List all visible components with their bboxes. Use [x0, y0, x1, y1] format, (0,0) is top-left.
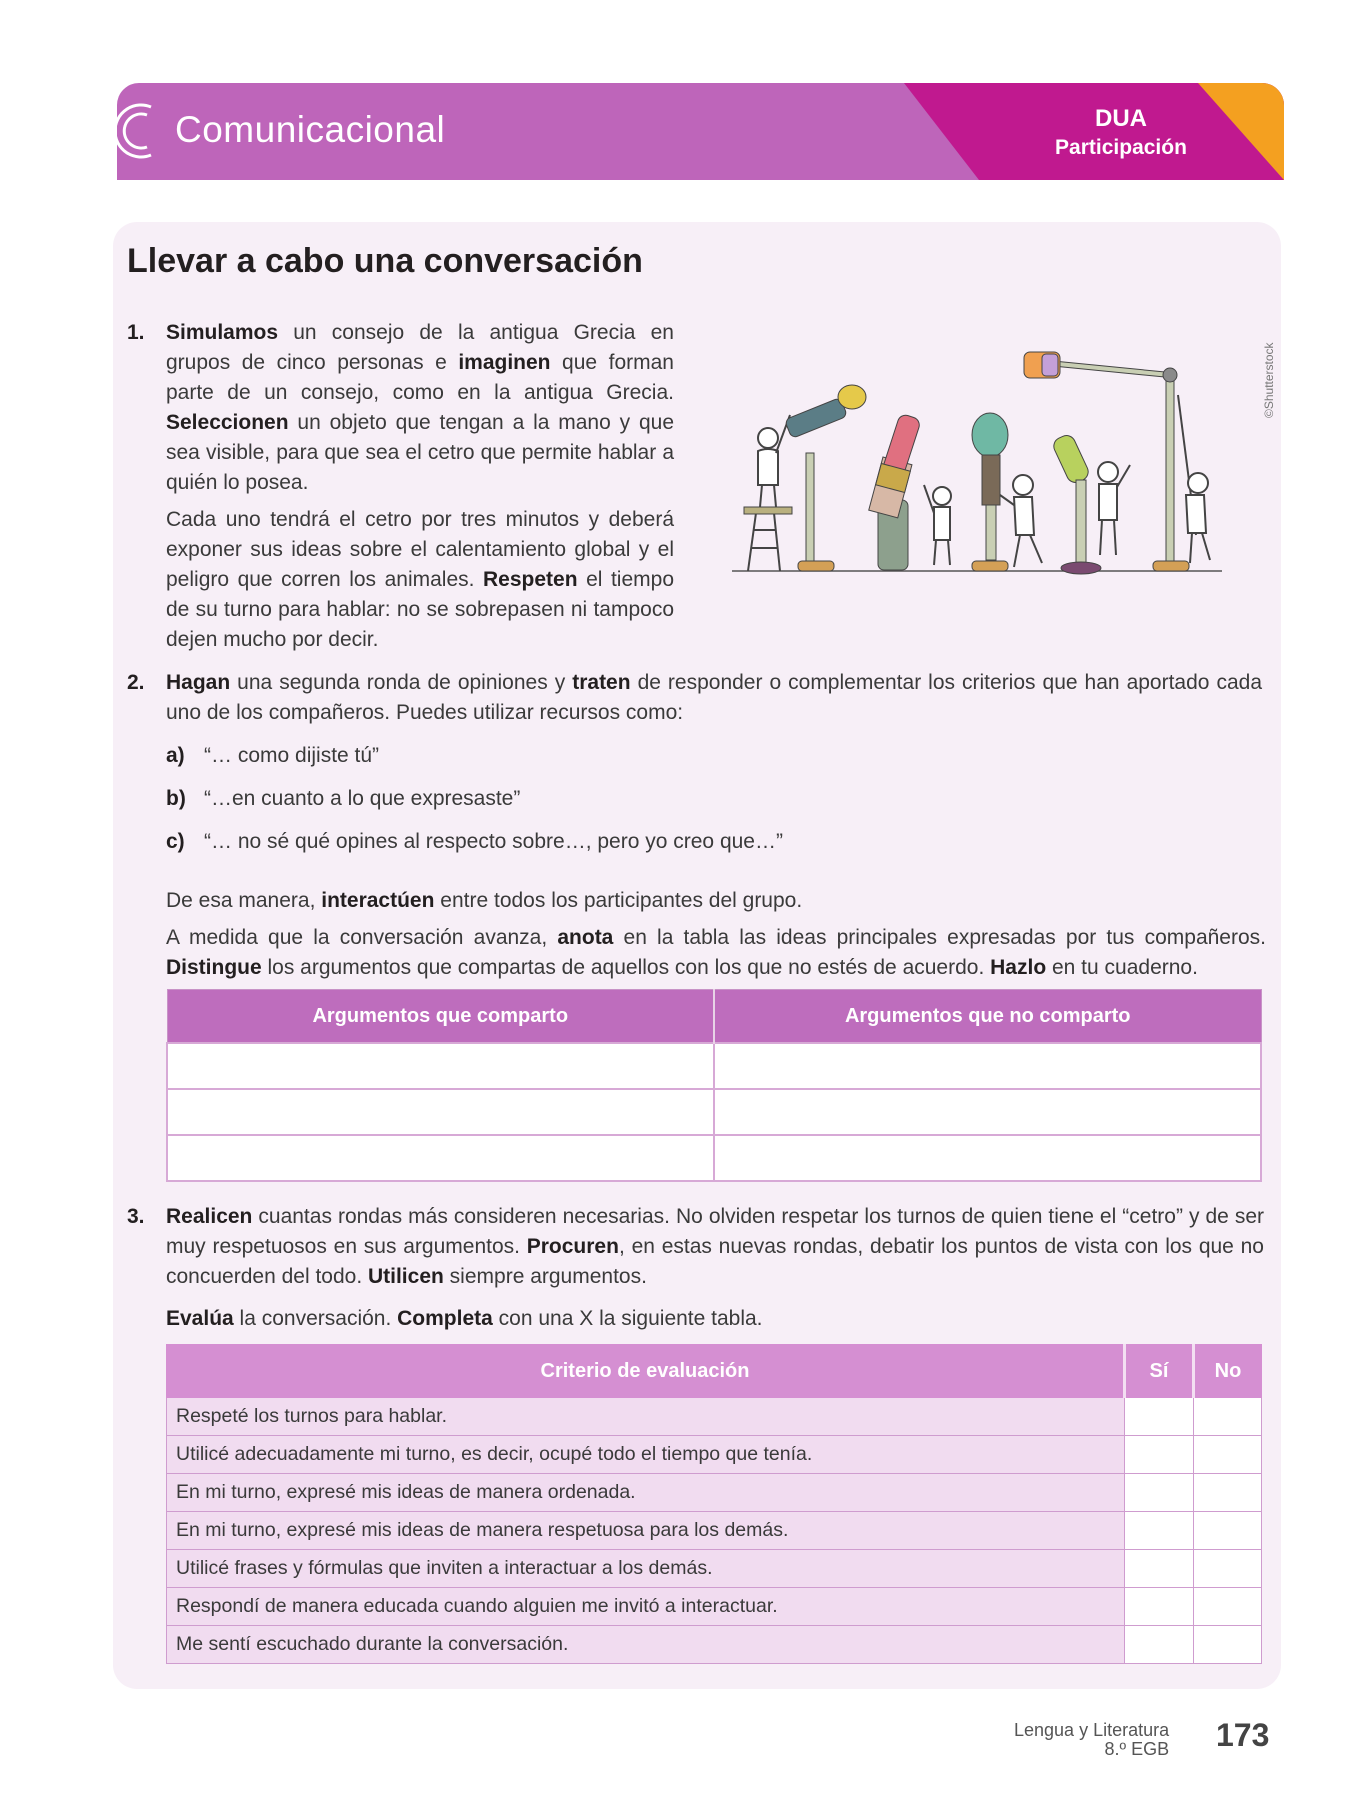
footer-grade: 8.º EGB [1104, 1739, 1170, 1759]
table-row [167, 1043, 1261, 1089]
person-figure-icon [758, 415, 790, 507]
dua-title: DUA [1095, 105, 1147, 132]
criterion-text: Utilicé adecuadamente mi turno, es decir, ocupé todo el tiempo que tenía. [167, 1436, 1125, 1474]
no-checkbox[interactable] [1194, 1626, 1262, 1664]
table-header-not-shared: Argumentos que no comparto [714, 990, 1261, 1044]
page-number: 173 [1216, 1717, 1270, 1753]
microphone-icon [972, 413, 1008, 571]
dua-subtitle: Participación [1055, 136, 1187, 159]
evaluation-table [166, 1344, 1262, 1664]
dua-badge [884, 83, 1284, 180]
item-3-paragraph-1: Realicen cuantas rondas más consideren necesarias. No olviden respetar los turnos de quien tiene el “cetro” y de ser muy respetuosos en sus argumentos. Procuren, en estas nuevas rondas, debatir los puntos de vista con los que no concuerden del todo. Utilicen siempre argumentos. [166, 1205, 1264, 1288]
table-row [167, 1512, 1262, 1550]
person-figure-icon [1178, 395, 1210, 563]
yes-checkbox[interactable] [1125, 1398, 1194, 1436]
table-row [167, 1089, 1261, 1135]
item-2-paragraph-3: A medida que la conversación avanza, anota en la tabla las ideas principales expresadas por tus compañeros. Distingue los argumentos que compartas de aquellos con los que no estés de acuerdo. Hazlo en tu cuaderno. [166, 926, 1266, 979]
no-checkbox[interactable] [1194, 1588, 1262, 1626]
person-figure-icon [1000, 475, 1042, 567]
person-figure-icon [924, 485, 951, 565]
no-checkbox[interactable] [1194, 1512, 1262, 1550]
option-a-letter: a) [166, 744, 185, 767]
table-cell[interactable] [714, 1089, 1261, 1135]
option-b-text: “…en cuanto a lo que expresaste” [204, 787, 521, 810]
criterion-text: Respeté los turnos para hablar. [167, 1398, 1125, 1436]
yes-checkbox[interactable] [1125, 1512, 1194, 1550]
item-3-paragraph-2: Evalúa la conversación. Completa con una X la siguiente tabla. [166, 1307, 763, 1330]
yes-checkbox[interactable] [1125, 1626, 1194, 1664]
footer-subject-name: Lengua y Literatura [1014, 1720, 1170, 1740]
table-row [167, 1626, 1262, 1664]
item-2-paragraph-2: De esa manera, interactúen entre todos los participantes del grupo. [166, 889, 803, 912]
table-row [167, 1474, 1262, 1512]
table-cell[interactable] [167, 1043, 714, 1089]
microphones-illustration [728, 335, 1226, 580]
yes-checkbox[interactable] [1125, 1436, 1194, 1474]
item-1-number: 1. [127, 321, 145, 344]
table-header-no: No [1194, 1345, 1262, 1398]
section-header [117, 83, 1284, 180]
table-row [167, 1135, 1261, 1181]
criterion-text: En mi turno, expresé mis ideas de manera ordenada. [167, 1474, 1125, 1512]
microphone-icon [869, 413, 922, 570]
item-2-number: 2. [127, 671, 145, 694]
microphone-icon [1051, 433, 1101, 574]
table-cell[interactable] [714, 1043, 1261, 1089]
criterion-text: Respondí de manera educada cuando alguien me invitó a interactuar. [167, 1588, 1125, 1626]
comunicacional-logo-icon [117, 97, 157, 165]
page-title: Llevar a cabo una conversación [127, 242, 643, 280]
no-checkbox[interactable] [1194, 1474, 1262, 1512]
table-cell[interactable] [167, 1135, 714, 1181]
table-header-criteria: Criterio de evaluación [167, 1345, 1125, 1398]
table-row [167, 1550, 1262, 1588]
table-header-shared: Argumentos que comparto [167, 990, 714, 1044]
table-row [167, 1398, 1262, 1436]
table-header-yes: Sí [1125, 1345, 1194, 1398]
table-row [167, 1436, 1262, 1474]
yes-checkbox[interactable] [1125, 1588, 1194, 1626]
option-a-text: “… como dijiste tú” [204, 744, 380, 767]
image-credit: ©Shutterstock [1262, 342, 1276, 418]
criterion-text: Me sentí escuchado durante la conversación. [167, 1626, 1125, 1664]
no-checkbox[interactable] [1194, 1550, 1262, 1588]
no-checkbox[interactable] [1194, 1398, 1262, 1436]
no-checkbox[interactable] [1194, 1436, 1262, 1474]
item-1-paragraph-1: Simulamos un consejo de la antigua Grecia en grupos de cinco personas e imaginen que forman parte de un consejo, como en la antigua Grecia. Seleccionen un objeto que tengan a la mano y que sea visible, para que sea el cetro que permite hablar a quién lo posea. [166, 321, 674, 494]
yes-checkbox[interactable] [1125, 1550, 1194, 1588]
item-1-paragraph-2: Cada uno tendrá el cetro por tres minutos y deberá exponer sus ideas sobre el calentamiento global y el peligro que corren los animales. Respeten el tiempo de su turno para hablar: no se sobrepasen ni tampoco dejen mucho por decir. [166, 508, 674, 651]
table-cell[interactable] [714, 1135, 1261, 1181]
footer-subject [1014, 1721, 1169, 1759]
criterion-text: En mi turno, expresé mis ideas de manera respetuosa para los demás. [167, 1512, 1125, 1550]
arguments-table [166, 989, 1262, 1182]
option-c-text: “… no sé qué opines al respecto sobre…, pero yo creo que…” [204, 830, 783, 853]
item-3-number: 3. [127, 1205, 145, 1228]
section-title: Comunicacional [175, 109, 446, 150]
table-row [167, 1588, 1262, 1626]
option-c-letter: c) [166, 830, 185, 853]
table-cell[interactable] [167, 1089, 714, 1135]
ladder-icon [744, 507, 792, 571]
yes-checkbox[interactable] [1125, 1474, 1194, 1512]
microphone-icon [784, 385, 866, 571]
item-2-paragraph-1: Hagan una segunda ronda de opiniones y traten de responder o complementar los criterios que han aportado cada uno de los compañeros. Puedes utilizar recursos como: [166, 671, 1263, 724]
criterion-text: Utilicé frases y fórmulas que inviten a interactuar a los demás. [167, 1550, 1125, 1588]
person-figure-icon [1098, 462, 1130, 555]
option-b-letter: b) [166, 787, 186, 810]
